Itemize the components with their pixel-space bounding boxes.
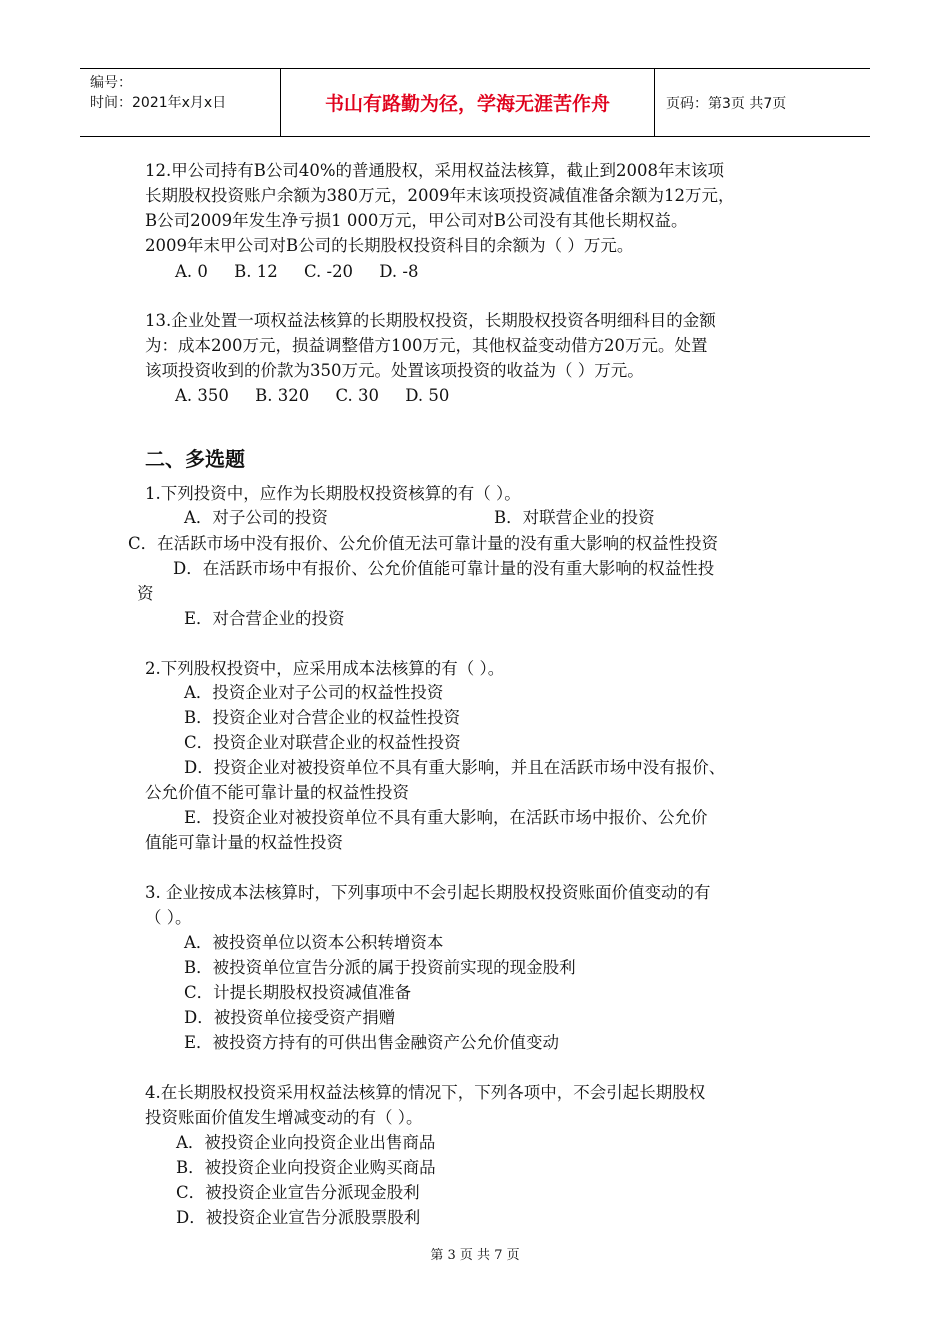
q12-line-3: B公司2009年发生净亏损1 000万元，甲公司对B公司没有其他长期权益。 bbox=[145, 211, 688, 230]
m4-stem-1: 4.在长期股权投资采用权益法核算的情况下，下列各项中，不会引起长期股权 bbox=[145, 1083, 706, 1102]
m2-option-a: A．投资企业对子公司的权益性投资 bbox=[184, 683, 444, 702]
m3-stem-2: （ ）。 bbox=[145, 908, 192, 927]
q12-line-1: 12.甲公司持有B公司40%的普通股权，采用权益法核算，截止到2008年末该项 bbox=[145, 161, 725, 180]
m2-option-e-1: E．投资企业对被投资单位不具有重大影响，在活跃市场中报价、公允价 bbox=[184, 808, 708, 827]
m1-option-e: E．对合营企业的投资 bbox=[184, 609, 345, 628]
section-title: 二、多选题 bbox=[145, 447, 245, 471]
m1-stem: 1.下列投资中，应作为长期股权投资核算的有（ ）。 bbox=[145, 484, 521, 503]
page-header bbox=[80, 68, 870, 137]
m4-option-b: B．被投资企业向投资企业购买商品 bbox=[176, 1158, 436, 1177]
header-meta bbox=[80, 69, 281, 136]
m1-option-c: C．在活跃市场中没有报价、公允价值无法可靠计量的没有重大影响的权益性投资 bbox=[128, 534, 719, 553]
m4-stem-2: 投资账面价值发生增减变动的有（ ）。 bbox=[145, 1108, 423, 1127]
q12-options: A. 0 B. 12 C. -20 D. -8 bbox=[175, 262, 419, 281]
m1-option-d-1: D．在活跃市场中有报价、公允价值能可靠计量的没有重大影响的权益性投 bbox=[173, 559, 715, 578]
m2-option-d-1: D．投资企业对被投资单位不具有重大影响，并且在活跃市场中没有报价、 bbox=[184, 758, 726, 777]
m3-option-a: A．被投资单位以资本公积转增资本 bbox=[184, 933, 444, 952]
m4-option-a: A．被投资企业向投资企业出售商品 bbox=[176, 1133, 436, 1152]
m4-option-d: D．被投资企业宣告分派股票股利 bbox=[176, 1208, 421, 1227]
number-label: 编号： bbox=[90, 75, 132, 91]
q13-line-1: 13.企业处置一项权益法核算的长期股权投资，长期股权投资各明细科目的金额 bbox=[145, 311, 716, 330]
m4-option-c: C．被投资企业宣告分派现金股利 bbox=[176, 1183, 420, 1202]
q13-line-2: 为：成本200万元，损益调整借方100万元，其他权益变动借方20万元。处置 bbox=[145, 336, 708, 355]
m1-option-b: B．对联营企业的投资 bbox=[494, 508, 655, 527]
header-page-info: 页码：第3页 共7页 bbox=[666, 95, 787, 112]
m2-stem: 2.下列股权投资中，应采用成本法核算的有（ ）。 bbox=[145, 659, 505, 678]
m3-option-c: C．计提长期股权投资减值准备 bbox=[184, 983, 412, 1002]
time-label: 时间：2021年x月x日 bbox=[90, 95, 227, 111]
m3-option-e: E．被投资方持有的可供出售金融资产公允价值变动 bbox=[184, 1033, 560, 1052]
q13-line-3: 该项投资收到的价款为350万元。处置该项投资的收益为（ ）万元。 bbox=[145, 361, 644, 380]
header-motto: 书山有路勤为径，学海无涯苦作舟 bbox=[281, 69, 655, 136]
m2-option-e-2: 值能可靠计量的权益性投资 bbox=[145, 833, 343, 852]
m2-option-b: B．投资企业对合营企业的权益性投资 bbox=[184, 708, 461, 727]
page-footer: 第 3 页 共 7 页 bbox=[430, 1248, 520, 1263]
m2-option-d-2: 公允价值不能可靠计量的权益性投资 bbox=[145, 783, 409, 802]
m3-stem-1: 3. 企业按成本法核算时，下列事项中不会引起长期股权投资账面价值变动的有 bbox=[145, 883, 711, 902]
q13-options: A. 350 B. 320 C. 30 D. 50 bbox=[175, 386, 450, 405]
q12-line-4: 2009年末甲公司对B公司的长期股权投资科目的余额为（ ）万元。 bbox=[145, 236, 634, 255]
q12-line-2: 长期股权投资账户余额为380万元，2009年末该项投资减值准备余额为12万元， bbox=[145, 186, 735, 205]
m1-option-a: A．对子公司的投资 bbox=[184, 508, 328, 527]
m1-option-d-2: 资 bbox=[137, 584, 154, 603]
m3-option-b: B．被投资单位宣告分派的属于投资前实现的现金股利 bbox=[184, 958, 576, 977]
m2-option-c: C．投资企业对联营企业的权益性投资 bbox=[184, 733, 461, 752]
m3-option-d: D．被投资单位接受资产捐赠 bbox=[184, 1008, 396, 1027]
